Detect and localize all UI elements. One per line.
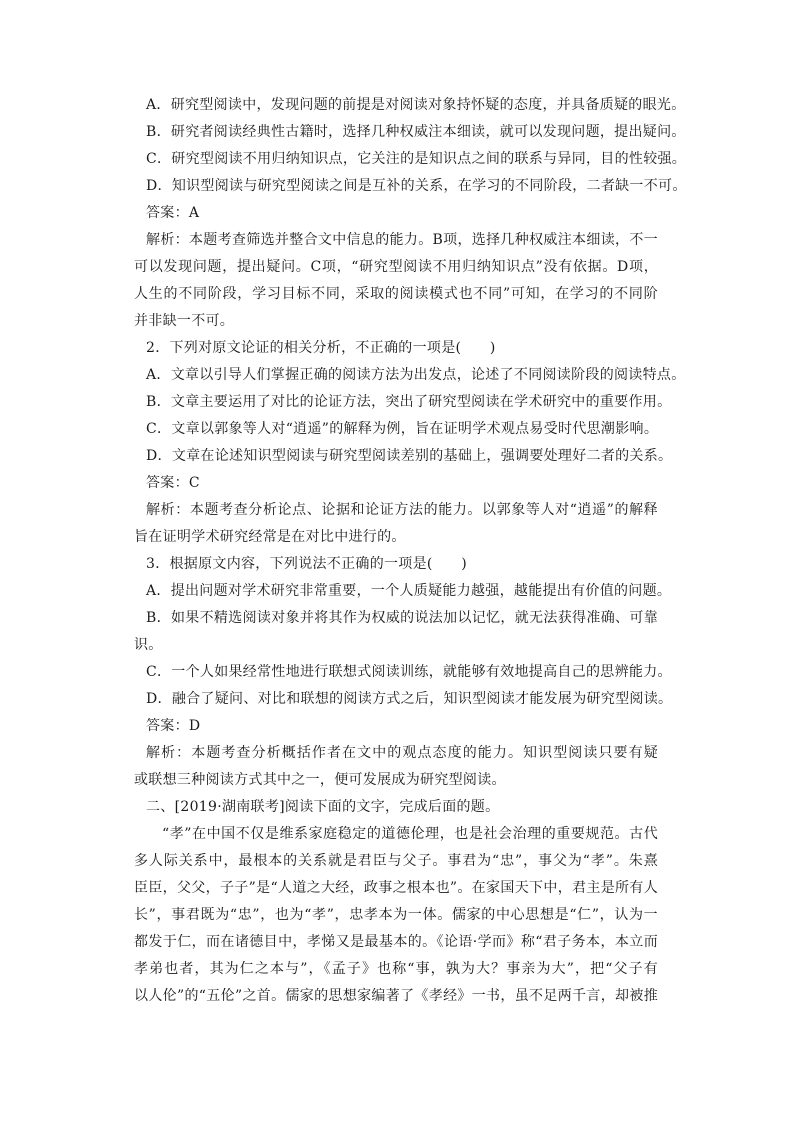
document-body	[134, 92, 687, 1010]
q1-analysis-line: 解析：本题考查筛选并整合文中信息的能力。B项，选择几种权威注本细读，不一	[146, 232, 658, 248]
q1-option-b: B．研究者阅读经典性古籍时，选择几种权威注本细读，就可以发现问题，提出疑问。	[146, 124, 686, 140]
section-heading: 二、[2019·湖南联考]阅读下面的文字，完成后面的题。	[146, 799, 500, 815]
passage-line: 孝弟也者，其为仁之本与”，《孟子》也称“事，孰为大？事亲为大”，把“父子有	[134, 961, 658, 977]
q3-stem: 3．根据原文内容，下列说法不正确的一项是( )	[146, 556, 468, 572]
q3-analysis-line: 解析：本题考查分析概括作者在文中的观点态度的能力。知识型阅读只要有疑	[146, 745, 658, 761]
q2-option-b: B．文章主要运用了对比的论证方法，突出了研究型阅读在学术研究中的重要作用。	[146, 394, 672, 410]
q2-stem: 2．下列对原文论证的相关分析，不正确的一项是( )	[146, 340, 496, 356]
q2-option-d: D．文章在论述知识型阅读与研究型阅读差别的基础上，强调要处理好二者的关系。	[146, 448, 673, 464]
q2-answer: 答案：C	[146, 475, 200, 491]
q2-option-a: A．文章以引导人们掌握正确的阅读方法为出发点，论述了不同阅读阶段的阅读特点。	[146, 367, 686, 383]
q1-answer: 答案：A	[146, 205, 200, 221]
q2-analysis-line: 旨在证明学术研究经常是在对比中进行的。	[134, 529, 406, 545]
passage-line: “孝”在中国不仅是维系家庭稳定的道德伦理，也是社会治理的重要规范。古代	[162, 826, 658, 842]
passage-line: 臣臣，父父，子子”是“人道之大经，政事之根本也”。在家国天下中，君主是所有人	[134, 880, 658, 896]
q1-option-a: A．研究型阅读中，发现问题的前提是对阅读对象持怀疑的态度，并具备质疑的眼光。	[146, 97, 686, 113]
q3-option-b-line: B．如果不精选阅读对象并将其作为权威的说法加以记忆，就无法获得准确、可靠	[146, 610, 658, 626]
passage-line: 长”，事君既为“忠”，也为“孝”，忠孝本为一体。儒家的中心思想是“仁”，认为一	[134, 907, 658, 923]
q2-analysis-line: 解析：本题考查分析论点、论据和论证方法的能力。以郭象等人对“逍遥”的解释	[146, 502, 658, 518]
passage-line: 多人际关系中，最根本的关系就是君臣与父子。事君为“忠”，事父为“孝”。朱熹	[134, 853, 658, 869]
q1-analysis-line: 可以发现问题，提出疑问。C项，“研究型阅读不用归纳知识点”没有依据。D项，	[134, 259, 658, 275]
q1-analysis-line: 并非缺一不可。	[134, 313, 235, 329]
q2-option-c: C．文章以郭象等人对“逍遥”的解释为例，旨在证明学术观点易受时代思潮影响。	[146, 421, 659, 437]
q3-answer: 答案：D	[146, 718, 201, 734]
passage-line: 以人伦”的“五伦”之首。儒家的思想家编著了《孝经》一书，虽不足两千言，却被推	[134, 988, 658, 1004]
q3-option-c: C．一个人如果经常性地进行联想式阅读训练，就能够有效地提高自己的思辨能力。	[146, 664, 672, 680]
passage-line: 都发于仁，而在诸德目中，孝悌又是最基本的。《论语·学而》称“君子务本，本立而	[134, 934, 658, 950]
q1-option-c: C．研究型阅读不用归纳知识点，它关注的是知识点之间的联系与异同，目的性较强。	[146, 151, 687, 167]
q3-option-b-line: 识。	[134, 637, 163, 653]
q1-analysis-line: 人生的不同阶段，学习目标不同，采取的阅读模式也不同”可知，在学习的不同阶	[134, 286, 658, 302]
q3-option-a: A．提出问题对学术研究非常重要，一个人质疑能力越强，越能提出有价值的问题。	[146, 583, 672, 599]
q1-option-d: D．知识型阅读与研究型阅读之间是互补的关系，在学习的不同阶段，二者缺一不可。	[146, 178, 687, 194]
q3-analysis-line: 或联想三种阅读方式其中之一，便可发展成为研究型阅读。	[134, 772, 506, 788]
q3-option-d: D．融合了疑问、对比和联想的阅读方式之后，知识型阅读才能发展为研究型阅读。	[146, 691, 673, 707]
